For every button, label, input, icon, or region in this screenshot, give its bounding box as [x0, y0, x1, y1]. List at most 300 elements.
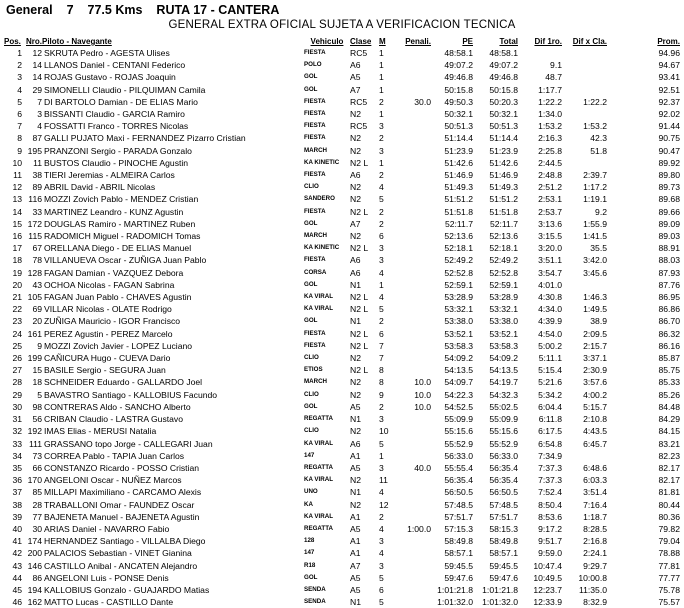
cell-vehiculo: SENDA: [304, 598, 326, 606]
cell-nro: 78: [32, 255, 42, 266]
cell-prom: 90.47: [658, 145, 680, 156]
cell-nro: 98: [32, 401, 42, 412]
cell-difcla: 2:24.1: [583, 548, 607, 559]
cell-nro: 174: [27, 536, 42, 547]
cell-nro: 15: [32, 365, 42, 376]
cell-clase: A5: [350, 572, 361, 583]
cell-prom: 86.86: [658, 304, 680, 315]
cell-pe: 58:49.8: [444, 536, 473, 547]
table-header-row: [4, 36, 680, 47]
cell-m: 7: [379, 340, 384, 351]
cell-difcla: 2:30.9: [583, 365, 607, 376]
cell-dif1ro: 10:49.5: [533, 572, 562, 583]
cell-penali: [393, 511, 431, 523]
cell-piloto: BAVASTRO Santiago - KALLOBIUS Facundo: [44, 389, 218, 400]
cell-difcla: 3:45.6: [583, 267, 607, 278]
cell-vehiculo: 147: [304, 549, 315, 557]
table-row: [4, 572, 680, 584]
cell-vehiculo: FIESTA: [304, 171, 326, 179]
cell-vehiculo: R18: [304, 561, 316, 569]
cell-penali: [393, 474, 431, 486]
table-row: [4, 364, 680, 376]
table-row: [4, 193, 680, 205]
cell-pos: 29: [12, 389, 22, 400]
cell-clase: A6: [350, 255, 361, 266]
table-row: [4, 523, 680, 535]
table-row: [4, 254, 680, 266]
cell-piloto: VILLANUEVA Oscar - ZUÑIGA Juan Pablo: [44, 255, 207, 266]
cell-m: 2: [379, 206, 384, 217]
cell-nro: 170: [27, 475, 42, 486]
cell-penali: [393, 71, 431, 83]
cell-total: 52:49.2: [489, 255, 518, 266]
cell-vehiculo: FIESTA: [304, 134, 326, 142]
cell-total: 59:47.6: [489, 572, 518, 583]
cell-prom: 85.33: [658, 377, 680, 388]
cell-vehiculo: SENDA: [304, 585, 326, 593]
table-row: [4, 596, 680, 608]
cell-pos: 39: [12, 511, 22, 522]
cell-piloto: MARTINEZ Leandro - KUNZ Agustin: [44, 206, 184, 217]
cell-prom: 84.29: [658, 414, 680, 425]
cell-difcla: 8:32.9: [583, 597, 607, 608]
cell-m: 2: [379, 401, 384, 412]
cell-vehiculo: GOL: [304, 219, 318, 227]
cell-pos: 36: [12, 475, 22, 486]
cell-pos: 43: [12, 560, 22, 571]
cell-m: 3: [379, 145, 384, 156]
cell-m: 3: [379, 560, 384, 571]
cell-pe: 54:22.3: [444, 389, 473, 400]
table-row: [4, 401, 680, 413]
cell-difcla: 9:29.7: [583, 560, 607, 571]
cell-nro: 87: [32, 133, 42, 144]
cell-clase: N2: [350, 194, 361, 205]
table-row: [4, 413, 680, 425]
table-row: [4, 340, 680, 352]
cell-penali: [393, 438, 431, 450]
cell-prom: 75.78: [658, 584, 680, 595]
table-row: [4, 242, 680, 254]
cell-pos: 6: [17, 109, 22, 120]
cell-pe: 53:58.3: [444, 340, 473, 351]
cell-dif1ro: 5:34.2: [538, 389, 562, 400]
cell-difcla: 2:15.7: [583, 340, 607, 351]
cell-difcla: 6:45.7: [583, 438, 607, 449]
column-header-difcla: Dif x Cla.: [572, 37, 607, 46]
cell-penali: [393, 193, 431, 205]
cell-pos: 35: [12, 462, 22, 473]
cell-piloto: BAJENETA Manuel - BAJENETA Agustin: [44, 511, 200, 522]
cell-dif1ro: 7:52.4: [538, 487, 562, 498]
cell-pe: 54:52.5: [444, 401, 473, 412]
column-header-nro: Nro.: [26, 37, 42, 46]
cell-clase: A1: [350, 536, 361, 547]
cell-nro: 20: [32, 316, 42, 327]
cell-nro: 9: [37, 340, 42, 351]
cell-pos: 27: [12, 365, 22, 376]
cell-dif1ro: 6:11.8: [538, 414, 562, 425]
cell-prom: 92.37: [658, 96, 680, 107]
cell-pe: 52:11.7: [444, 218, 473, 229]
cell-dif1ro: 3:13.6: [538, 218, 562, 229]
table-row: [4, 499, 680, 511]
cell-pos: 12: [12, 182, 22, 193]
cell-penali: [393, 584, 431, 596]
cell-m: 3: [379, 121, 384, 132]
cell-vehiculo: REGATTA: [304, 415, 333, 423]
cell-pos: 21: [12, 292, 22, 303]
cell-vehiculo: MARCH: [304, 232, 328, 240]
cell-nro: 194: [27, 584, 42, 595]
cell-dif1ro: 10:47.4: [533, 560, 562, 571]
cell-clase: A1: [350, 511, 361, 522]
cell-nro: 199: [27, 353, 42, 364]
cell-difcla: [562, 108, 607, 120]
cell-pos: 7: [17, 121, 22, 132]
cell-m: 4: [379, 548, 384, 559]
cell-nro: 38: [32, 170, 42, 181]
cell-nro: 12: [32, 48, 42, 58]
cell-clase: A5: [350, 462, 361, 473]
cell-piloto: OCHOA Nicolas - FAGAN Sabrina: [44, 279, 175, 290]
cell-total: 53:32.1: [489, 304, 518, 315]
cell-difcla: 3:51.4: [583, 487, 607, 498]
cell-piloto: DOUGLAS Ramiro - MARTINEZ Ruben: [44, 218, 196, 229]
cell-clase: A7: [350, 560, 361, 571]
cell-m: 8: [379, 377, 384, 388]
cell-prom: 79.04: [658, 536, 680, 547]
cell-dif1ro: 4:39.9: [538, 316, 562, 327]
cell-difcla: 42.3: [590, 133, 607, 144]
cell-clase: A6: [350, 60, 361, 71]
cell-dif1ro: 8:50.4: [538, 499, 562, 510]
cell-dif1ro: 9.1: [550, 60, 562, 71]
cell-clase: N2: [350, 353, 361, 364]
cell-clase: N1: [350, 414, 361, 425]
cell-pe: 57:15.3: [444, 523, 473, 534]
cell-dif1ro: 4:34.0: [538, 304, 562, 315]
cell-m: 2: [379, 133, 384, 144]
cell-piloto: ARIAS Daniel - NAVARRO Fabio: [44, 523, 170, 534]
cell-pos: 18: [12, 255, 22, 266]
cell-piloto: PRANZONI Sergio - PARADA Gonzalo: [44, 145, 192, 156]
cell-total: 51:14.4: [489, 133, 518, 144]
column-header-total: Total: [499, 37, 518, 46]
cell-pos: 22: [12, 304, 22, 315]
cell-total: 51:42.6: [489, 157, 518, 168]
cell-clase: N2: [350, 182, 361, 193]
cell-total: 56:35.4: [489, 462, 518, 473]
cell-nro: 66: [32, 462, 42, 473]
cell-clase: A6: [350, 438, 361, 449]
cell-pos: 26: [12, 353, 22, 364]
cell-clase: N1: [350, 316, 361, 327]
cell-prom: 90.75: [658, 133, 680, 144]
cell-dif1ro: 6:04.4: [538, 401, 562, 412]
cell-penali: [393, 47, 431, 59]
cell-vehiculo: SANDERO: [304, 195, 335, 203]
cell-penali: [393, 315, 431, 327]
cell-penali: 40.0: [414, 462, 431, 473]
cell-vehiculo: UNO: [304, 488, 318, 496]
cell-piloto: PALACIOS Sebastian - VINET Gianina: [44, 548, 192, 559]
header-general: General: [6, 3, 53, 17]
cell-nro: 69: [32, 304, 42, 315]
cell-penali: [393, 145, 431, 157]
cell-vehiculo: GOL: [304, 73, 318, 81]
cell-pe: 50:15.8: [444, 84, 473, 95]
cell-clase: A5: [350, 401, 361, 412]
table-row: [4, 108, 680, 120]
cell-piloto: GALLI PUJATO Maxi - FERNANDEZ Pizarro Cristian: [44, 133, 246, 144]
cell-difcla: [562, 279, 607, 291]
cell-nro: 33: [32, 206, 42, 217]
cell-m: 1: [379, 48, 384, 58]
cell-clase: A6: [350, 170, 361, 181]
cell-difcla: [562, 450, 607, 462]
cell-pe: 49:50.3: [444, 96, 473, 107]
cell-dif1ro: 8:53.6: [538, 511, 562, 522]
cell-prom: 89.92: [658, 157, 680, 168]
cell-clase: N2: [350, 475, 361, 486]
cell-vehiculo: FIESTA: [304, 110, 326, 118]
cell-dif1ro: 2:53.1: [538, 194, 562, 205]
cell-pos: 10: [12, 157, 22, 168]
cell-dif1ro: 7:34.9: [538, 450, 562, 461]
cell-m: 1: [379, 450, 384, 461]
cell-pe: 49:07.2: [444, 60, 473, 71]
cell-nro: 67: [32, 243, 42, 254]
cell-total: 52:52.8: [489, 267, 518, 278]
cell-penali: [393, 450, 431, 462]
cell-pe: 54:13.5: [444, 365, 473, 376]
cell-total: 50:51.3: [489, 121, 518, 132]
cell-m: 5: [379, 572, 384, 583]
table-row: [4, 438, 680, 450]
table-row: [4, 352, 680, 364]
table-row: [4, 303, 680, 315]
cell-penali: [393, 303, 431, 315]
cell-total: 50:15.8: [489, 84, 518, 95]
cell-m: 8: [379, 365, 384, 376]
cell-pos: 17: [12, 243, 22, 254]
cell-nro: 115: [28, 231, 42, 242]
cell-nro: 89: [32, 182, 42, 193]
cell-difcla: 1:46.3: [583, 292, 607, 303]
cell-penali: [393, 560, 431, 572]
table-row: [4, 376, 680, 388]
header-stage-number: 7: [66, 3, 74, 17]
cell-difcla: [562, 71, 607, 83]
cell-pe: 55:15.6: [444, 426, 473, 437]
cell-nro: 111: [28, 438, 42, 449]
cell-m: 2: [379, 218, 384, 229]
cell-pos: 20: [12, 279, 22, 290]
cell-pe: 56:50.5: [444, 487, 473, 498]
table-body: [4, 47, 680, 608]
cell-vehiculo: GOL: [304, 280, 318, 288]
cell-m: 9: [379, 389, 384, 400]
table-row: [4, 547, 680, 559]
header-distance: 77.5 Kms: [87, 3, 143, 17]
cell-clase: A1: [350, 548, 361, 559]
column-header-penali: Penali.: [405, 37, 431, 46]
cell-dif1ro: 9:17.2: [538, 523, 562, 534]
cell-m: 4: [379, 182, 384, 193]
cell-pe: 53:38.0: [444, 316, 473, 327]
cell-m: 1: [379, 109, 384, 120]
table-row: [4, 47, 680, 59]
cell-pe: 53:28.9: [444, 292, 473, 303]
cell-difcla: 2:39.7: [583, 170, 607, 181]
table-row: [4, 291, 680, 303]
cell-prom: 91.44: [658, 121, 680, 132]
cell-pos: 32: [12, 426, 22, 437]
cell-piloto: FAGAN Juan Pablo - CHAVES Agustin: [44, 292, 192, 303]
cell-dif1ro: 1:53.2: [538, 121, 562, 132]
cell-pos: 2: [17, 60, 22, 71]
cell-piloto: TRABALLONI Omar - FAUNDEZ Oscar: [44, 499, 195, 510]
cell-nro: 3: [37, 109, 42, 120]
cell-piloto: BUSTOS Claudio - PINOCHE Agustin: [44, 157, 189, 168]
cell-piloto: PEREZ Agustin - PEREZ Marcelo: [44, 328, 173, 339]
cell-penali: [393, 279, 431, 291]
cell-total: 55:52.9: [489, 438, 518, 449]
table-row: [4, 315, 680, 327]
cell-vehiculo: ETIOS: [304, 366, 323, 374]
cell-nro: 29: [32, 84, 42, 95]
cell-m: 12: [379, 499, 389, 510]
cell-total: 54:13.5: [489, 365, 518, 376]
cell-prom: 86.95: [658, 292, 680, 303]
cell-clase: RC5: [350, 48, 368, 58]
cell-piloto: CAÑICURA Hugo - CUEVA Dario: [44, 353, 171, 364]
table-row: [4, 279, 680, 291]
cell-prom: 94.67: [658, 60, 680, 71]
cell-penali: [393, 181, 431, 193]
cell-prom: 86.16: [658, 340, 680, 351]
cell-pe: 52:18.1: [444, 243, 473, 254]
table-row: [4, 157, 680, 169]
results-table: [4, 36, 680, 608]
cell-m: 3: [379, 462, 384, 473]
cell-pos: 33: [12, 438, 22, 449]
cell-prom: 75.57: [658, 597, 680, 608]
table-row: [4, 71, 680, 83]
cell-penali: [393, 230, 431, 242]
cell-vehiculo: FIESTA: [304, 341, 326, 349]
cell-pos: 37: [12, 487, 22, 498]
cell-nro: 192: [27, 426, 42, 437]
cell-pe: 52:49.2: [444, 255, 473, 266]
cell-dif1ro: 3:54.7: [538, 267, 562, 278]
cell-pe: 59:45.5: [444, 560, 473, 571]
table-row: [4, 169, 680, 181]
cell-vehiculo: GOL: [304, 573, 318, 581]
cell-difcla: 3:37.1: [583, 353, 607, 364]
cell-nro: 105: [27, 292, 42, 303]
cell-penali: 10.0: [414, 377, 431, 388]
cell-vehiculo: CLIO: [304, 354, 319, 362]
table-row: [4, 486, 680, 498]
cell-difcla: [562, 47, 607, 59]
table-row: [4, 535, 680, 547]
cell-difcla: 5:15.7: [583, 401, 607, 412]
cell-vehiculo: REGATTA: [304, 463, 333, 471]
cell-pos: 30: [12, 401, 22, 412]
table-row: [4, 59, 680, 71]
cell-m: 3: [379, 536, 384, 547]
cell-penali: [393, 84, 431, 96]
cell-dif1ro: 1:22.2: [538, 96, 562, 107]
cell-total: 53:38.0: [489, 316, 518, 327]
cell-piloto: KALLOBIUS Gonzalo - GUAJARDO Matias: [44, 584, 210, 595]
cell-prom: 81.81: [658, 487, 680, 498]
cell-nro: 28: [32, 499, 42, 510]
cell-total: 56:50.5: [489, 487, 518, 498]
cell-vehiculo: CLIO: [304, 390, 319, 398]
cell-m: 3: [379, 255, 384, 266]
cell-m: 4: [379, 292, 384, 303]
cell-nro: 77: [32, 511, 42, 522]
cell-pos: 23: [12, 316, 22, 327]
cell-total: 1:01:21.8: [482, 584, 518, 595]
cell-penali: [393, 169, 431, 181]
cell-pe: 54:09.7: [444, 377, 473, 388]
cell-m: 2: [379, 170, 384, 181]
column-header-pe: PE: [462, 37, 473, 46]
cell-total: 51:46.9: [489, 170, 518, 181]
cell-difcla: 1:41.5: [583, 231, 607, 242]
cell-pos: 4: [17, 84, 22, 95]
cell-pos: 3: [17, 72, 22, 83]
cell-pe: 55:55.4: [444, 462, 473, 473]
cell-difcla: 2:09.5: [583, 328, 607, 339]
cell-difcla: 6:03.3: [583, 475, 607, 486]
cell-prom: 78.88: [658, 548, 680, 559]
table-row: [4, 132, 680, 144]
cell-pe: 51:42.6: [444, 157, 473, 168]
cell-piloto: MOZZI Zovich Javier - LOPEZ Luciano: [44, 340, 193, 351]
cell-pe: 52:59.1: [444, 279, 473, 290]
cell-difcla: 4:43.5: [583, 426, 607, 437]
cell-piloto: FAGAN Damian - VAZQUEZ Debora: [44, 267, 184, 278]
cell-pos: 44: [12, 572, 22, 583]
cell-pe: 48:58.1: [444, 48, 473, 58]
cell-penali: [393, 59, 431, 71]
cell-vehiculo: 128: [304, 537, 315, 545]
cell-dif1ro: 2:51.2: [538, 182, 562, 193]
cell-m: 10: [379, 426, 389, 437]
cell-vehiculo: FIESTA: [304, 256, 326, 264]
column-header-pos: Pos.: [4, 37, 21, 46]
table-row: [4, 96, 680, 108]
cell-pe: 51:46.9: [444, 170, 473, 181]
cell-dif1ro: 12:33.9: [533, 597, 562, 608]
table-row: [4, 389, 680, 401]
cell-m: 2: [379, 511, 384, 522]
cell-vehiculo: KA KINETIC: [304, 158, 340, 166]
cell-clase: N1: [350, 597, 361, 608]
cell-total: 56:35.4: [489, 475, 518, 486]
cell-pos: 13: [12, 194, 22, 205]
cell-piloto: ORELLANA Diego - DE ELIAS Manuel: [44, 243, 192, 254]
table-row: [4, 145, 680, 157]
cell-pe: 57:51.7: [444, 511, 473, 522]
cell-penali: 30.0: [414, 96, 431, 107]
table-row: [4, 584, 680, 596]
